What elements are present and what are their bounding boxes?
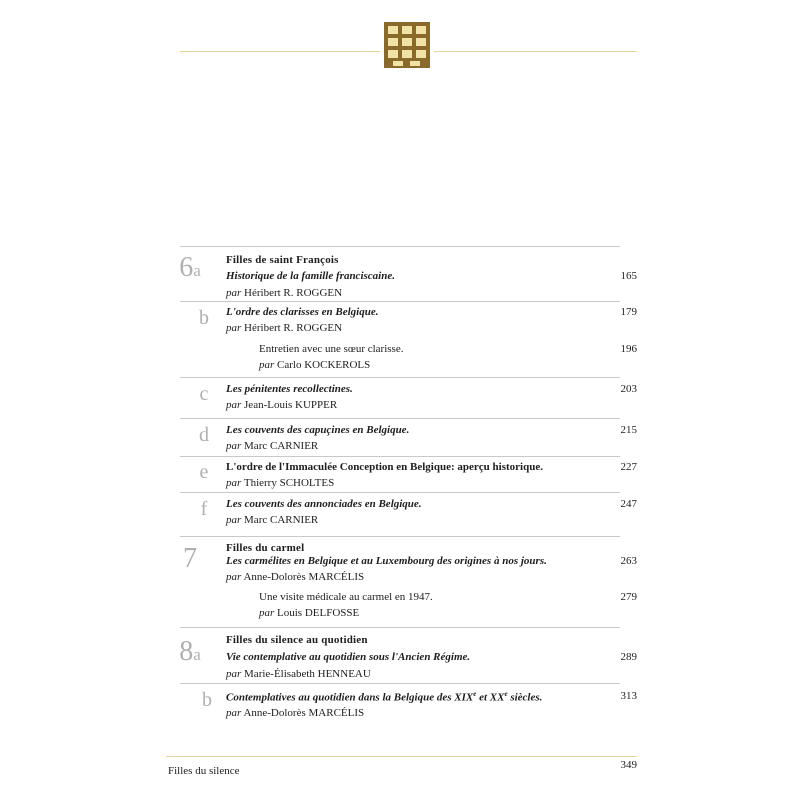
entry-title: Entretien avec une sœur clarisse. [259, 343, 404, 355]
page-number: 196 [620, 343, 637, 355]
section-number: b [199, 307, 209, 329]
entry-title: Les couvents des annonciades en Belgique. [226, 498, 422, 510]
section-number: c [199, 383, 209, 405]
entry-title: Historique de la famille franciscaine. [226, 270, 395, 282]
entry-title: Vie contemplative au quotidien sous l'Ancien Régime. [226, 651, 471, 663]
entry-author: par Héribert R. ROGGEN [226, 322, 343, 334]
section-divider [180, 627, 620, 628]
section-number: 8a [179, 636, 201, 667]
entry-author: par Louis DELFOSSE [259, 607, 360, 619]
entry-title: Une visite médicale au carmel en 1947. [259, 591, 433, 603]
page-number: 263 [620, 555, 637, 567]
page-number: 179 [620, 306, 637, 318]
entry-title: Les carmélites en Belgique et au Luxembourg des origines à nos jours. [226, 555, 547, 567]
entry-title: Contemplatives au quotidien dans la Belgique des XIXe et XXe siècles. [226, 690, 543, 704]
page-number: 227 [620, 461, 637, 473]
section-number: f [200, 498, 208, 520]
section-divider [180, 418, 620, 419]
entry-title: Les pénitentes recollectines. [226, 383, 353, 395]
section-divider [180, 536, 620, 537]
page-number: 165 [620, 270, 637, 282]
section-divider [180, 492, 620, 493]
section-title: Filles du silence au quotidien [226, 634, 368, 646]
section-number: b [202, 689, 212, 711]
section-divider [180, 301, 620, 302]
section-divider [180, 246, 620, 247]
page-number: 203 [620, 383, 637, 395]
header-rule-right [434, 51, 637, 52]
section-number: d [199, 424, 209, 446]
entry-author: par Héribert R. ROGGEN [226, 287, 343, 299]
section-number: e [199, 461, 209, 483]
entry-author: par Anne-Dolorès MARCÉLIS [226, 571, 365, 583]
page-number: 247 [620, 498, 637, 510]
section-divider [180, 683, 620, 684]
entry-author: par Marie-Élisabeth HENNEAU [226, 668, 371, 680]
entry-author: par Marc CARNIER [226, 514, 319, 526]
section-number: 7 [183, 543, 197, 574]
section-divider [180, 456, 620, 457]
footer-page-number: 349 [620, 759, 637, 771]
entry-title: Les couvents des capuçines en Belgique. [226, 424, 410, 436]
page-number: 279 [620, 591, 637, 603]
header-rule-left [180, 51, 380, 52]
entry-author: par Jean-Louis KUPPER [226, 399, 338, 411]
entry-author: par Marc CARNIER [226, 440, 319, 452]
page-number: 313 [620, 690, 637, 702]
entry-author: par Anne-Dolorès MARCÉLIS [226, 707, 365, 719]
section-title: Filles du carmel [226, 542, 305, 554]
entry-title: L'ordre de l'Immaculée Conception en Belgique: aperçu historique. [226, 461, 543, 473]
entry-author: par Carlo KOCKEROLS [259, 359, 371, 371]
footer-running-title: Filles du silence [168, 765, 240, 777]
entry-author: par Thierry SCHOLTES [226, 477, 335, 489]
section-title: Filles de saint François [226, 254, 339, 266]
footer-rule [166, 756, 637, 757]
page-number: 289 [620, 651, 637, 663]
section-divider [180, 377, 620, 378]
decorative-emblem-icon [384, 22, 430, 68]
page-number: 215 [620, 424, 637, 436]
entry-title: L'ordre des clarisses en Belgique. [226, 306, 379, 318]
section-number: 6a [179, 252, 201, 283]
